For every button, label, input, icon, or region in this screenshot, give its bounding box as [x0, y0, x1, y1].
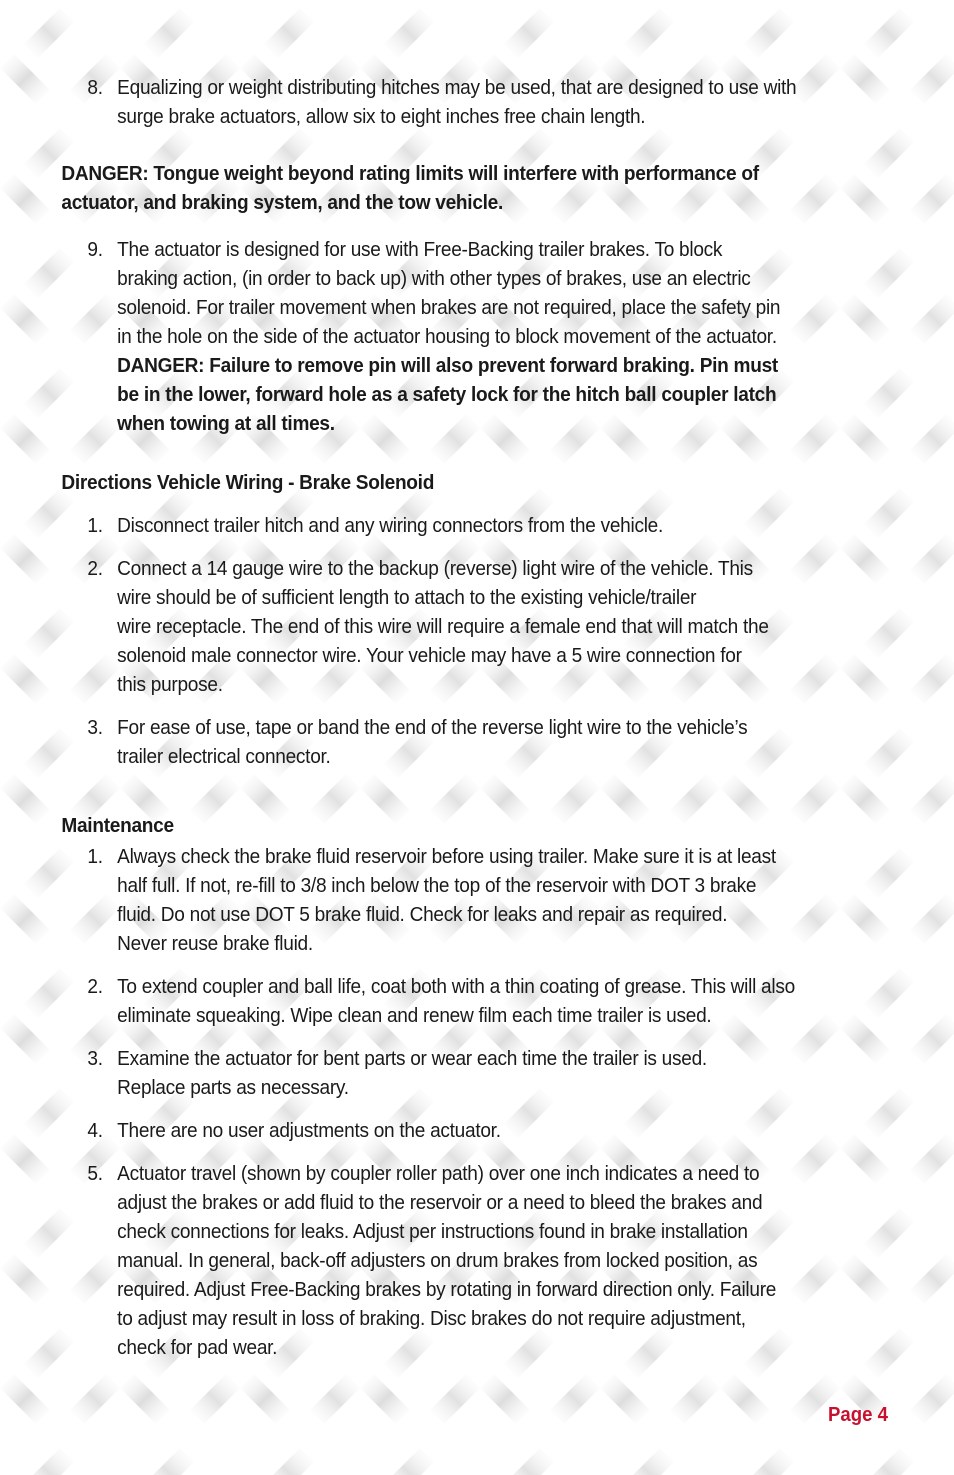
maintenance-item-4	[61, 1116, 903, 1145]
text-line: braking action, (in order to back up) with other types of brakes, use an electric	[117, 267, 751, 290]
text-line: required. Adjust Free-Backing brakes by rotating in forward direction only. Failure	[117, 1278, 777, 1301]
danger-line: when towing at all times.	[117, 412, 335, 435]
text-line: in the hole on the side of the actuator housing to block movement of the actuator.	[117, 325, 777, 348]
item-number: 1.	[87, 514, 103, 537]
page-number: Page 4	[828, 1404, 888, 1426]
text-line: solenoid male connector wire. Your vehicle may have a 5 wire connection for	[117, 644, 742, 667]
list-item-8	[61, 73, 903, 131]
heading-maintenance: Maintenance	[61, 814, 174, 837]
text-line: Connect a 14 gauge wire to the backup (reverse) light wire of the vehicle. This	[117, 557, 753, 580]
content-column	[61, 73, 903, 1376]
wiring-item-2	[61, 554, 903, 699]
text-line: Disconnect trailer hitch and any wiring connectors from the vehicle.	[117, 514, 664, 537]
danger-tongue-weight	[61, 159, 903, 217]
danger-line: DANGER: Failure to remove pin will also prevent forward braking. Pin must	[117, 354, 778, 377]
text-line: to adjust may result in loss of braking. Disc brakes do not require adjustment,	[117, 1307, 746, 1330]
item-text	[117, 1116, 903, 1145]
text-line: trailer electrical connector.	[117, 745, 331, 768]
item-text	[117, 1044, 903, 1102]
text-line: wire receptacle. The end of this wire will require a female end that will match the	[117, 615, 769, 638]
danger-line: actuator, and braking system, and the tow vehicle.	[61, 191, 503, 214]
text-line: solenoid. For trailer movement when brakes are not required, place the safety pin	[117, 296, 781, 319]
item-number: 2.	[87, 975, 103, 998]
text-line: Actuator travel (shown by coupler roller path) over one inch indicates a need to	[117, 1162, 760, 1185]
text-line: Examine the actuator for bent parts or wear each time the trailer is used.	[117, 1047, 707, 1070]
text-line: The actuator is designed for use with Free-Backing trailer brakes. To block	[117, 238, 723, 261]
item-text	[117, 1159, 903, 1362]
danger-line: DANGER: Tongue weight beyond rating limits will interfere with performance of	[61, 162, 759, 185]
text-line: check connections for leaks. Adjust per instructions found in brake installation	[117, 1220, 748, 1243]
item-number: 1.	[87, 845, 103, 868]
text-line: fluid. Do not use DOT 5 brake fluid. Check for leaks and repair as required.	[117, 903, 728, 926]
item-number: 3.	[87, 716, 103, 739]
list-item-9	[61, 235, 903, 438]
item-text	[117, 972, 903, 1030]
text-line: surge brake actuators, allow six to eight inches free chain length.	[117, 105, 646, 128]
item-number: 9.	[87, 238, 103, 261]
text-line: There are no user adjustments on the actuator.	[117, 1119, 501, 1142]
text-line: Always check the brake fluid reservoir before using trailer. Make sure it is at least	[117, 845, 776, 868]
text-line: this purpose.	[117, 673, 223, 696]
item-text	[117, 73, 903, 131]
item-text	[117, 235, 903, 438]
item-text	[117, 842, 903, 958]
item-number: 4.	[87, 1119, 103, 1142]
item-text	[117, 511, 903, 540]
text-line: To extend coupler and ball life, coat both with a thin coating of grease. This will also	[117, 975, 795, 998]
text-line: wire should be of sufficient length to attach to the existing vehicle/trailer	[117, 586, 697, 609]
maintenance-item-2	[61, 972, 903, 1030]
item-number: 2.	[87, 557, 103, 580]
danger-line: be in the lower, forward hole as a safety lock for the hitch ball coupler latch	[117, 383, 777, 406]
text-line: check for pad wear.	[117, 1336, 278, 1359]
item-number: 3.	[87, 1047, 103, 1070]
text-line: Equalizing or weight distributing hitches may be used, that are designed to use with	[117, 76, 797, 99]
text-line: adjust the brakes or add fluid to the reservoir or a need to bleed the brakes and	[117, 1191, 763, 1214]
item-text	[117, 554, 903, 699]
item-number: 5.	[87, 1162, 103, 1185]
text-line: eliminate squeaking. Wipe clean and renew film each time trailer is used.	[117, 1004, 712, 1027]
text-line: For ease of use, tape or band the end of the reverse light wire to the vehicle’s	[117, 716, 748, 739]
maintenance-item-3	[61, 1044, 903, 1102]
item-number: 8.	[87, 76, 103, 99]
item-text	[117, 713, 903, 771]
heading-vehicle-wiring: Directions Vehicle Wiring - Brake Solenoid	[61, 471, 435, 494]
text-line: half full. If not, re-fill to 3/8 inch below the top of the reservoir with DOT 3 brake	[117, 874, 757, 897]
maintenance-item-5	[61, 1159, 903, 1362]
text-line: Never reuse brake fluid.	[117, 932, 313, 955]
text-line: Replace parts as necessary.	[117, 1076, 349, 1099]
wiring-item-1	[61, 511, 903, 540]
wiring-item-3	[61, 713, 903, 771]
text-line: manual. In general, back-off adjusters on drum brakes from locked position, as	[117, 1249, 758, 1272]
maintenance-item-1	[61, 842, 903, 958]
